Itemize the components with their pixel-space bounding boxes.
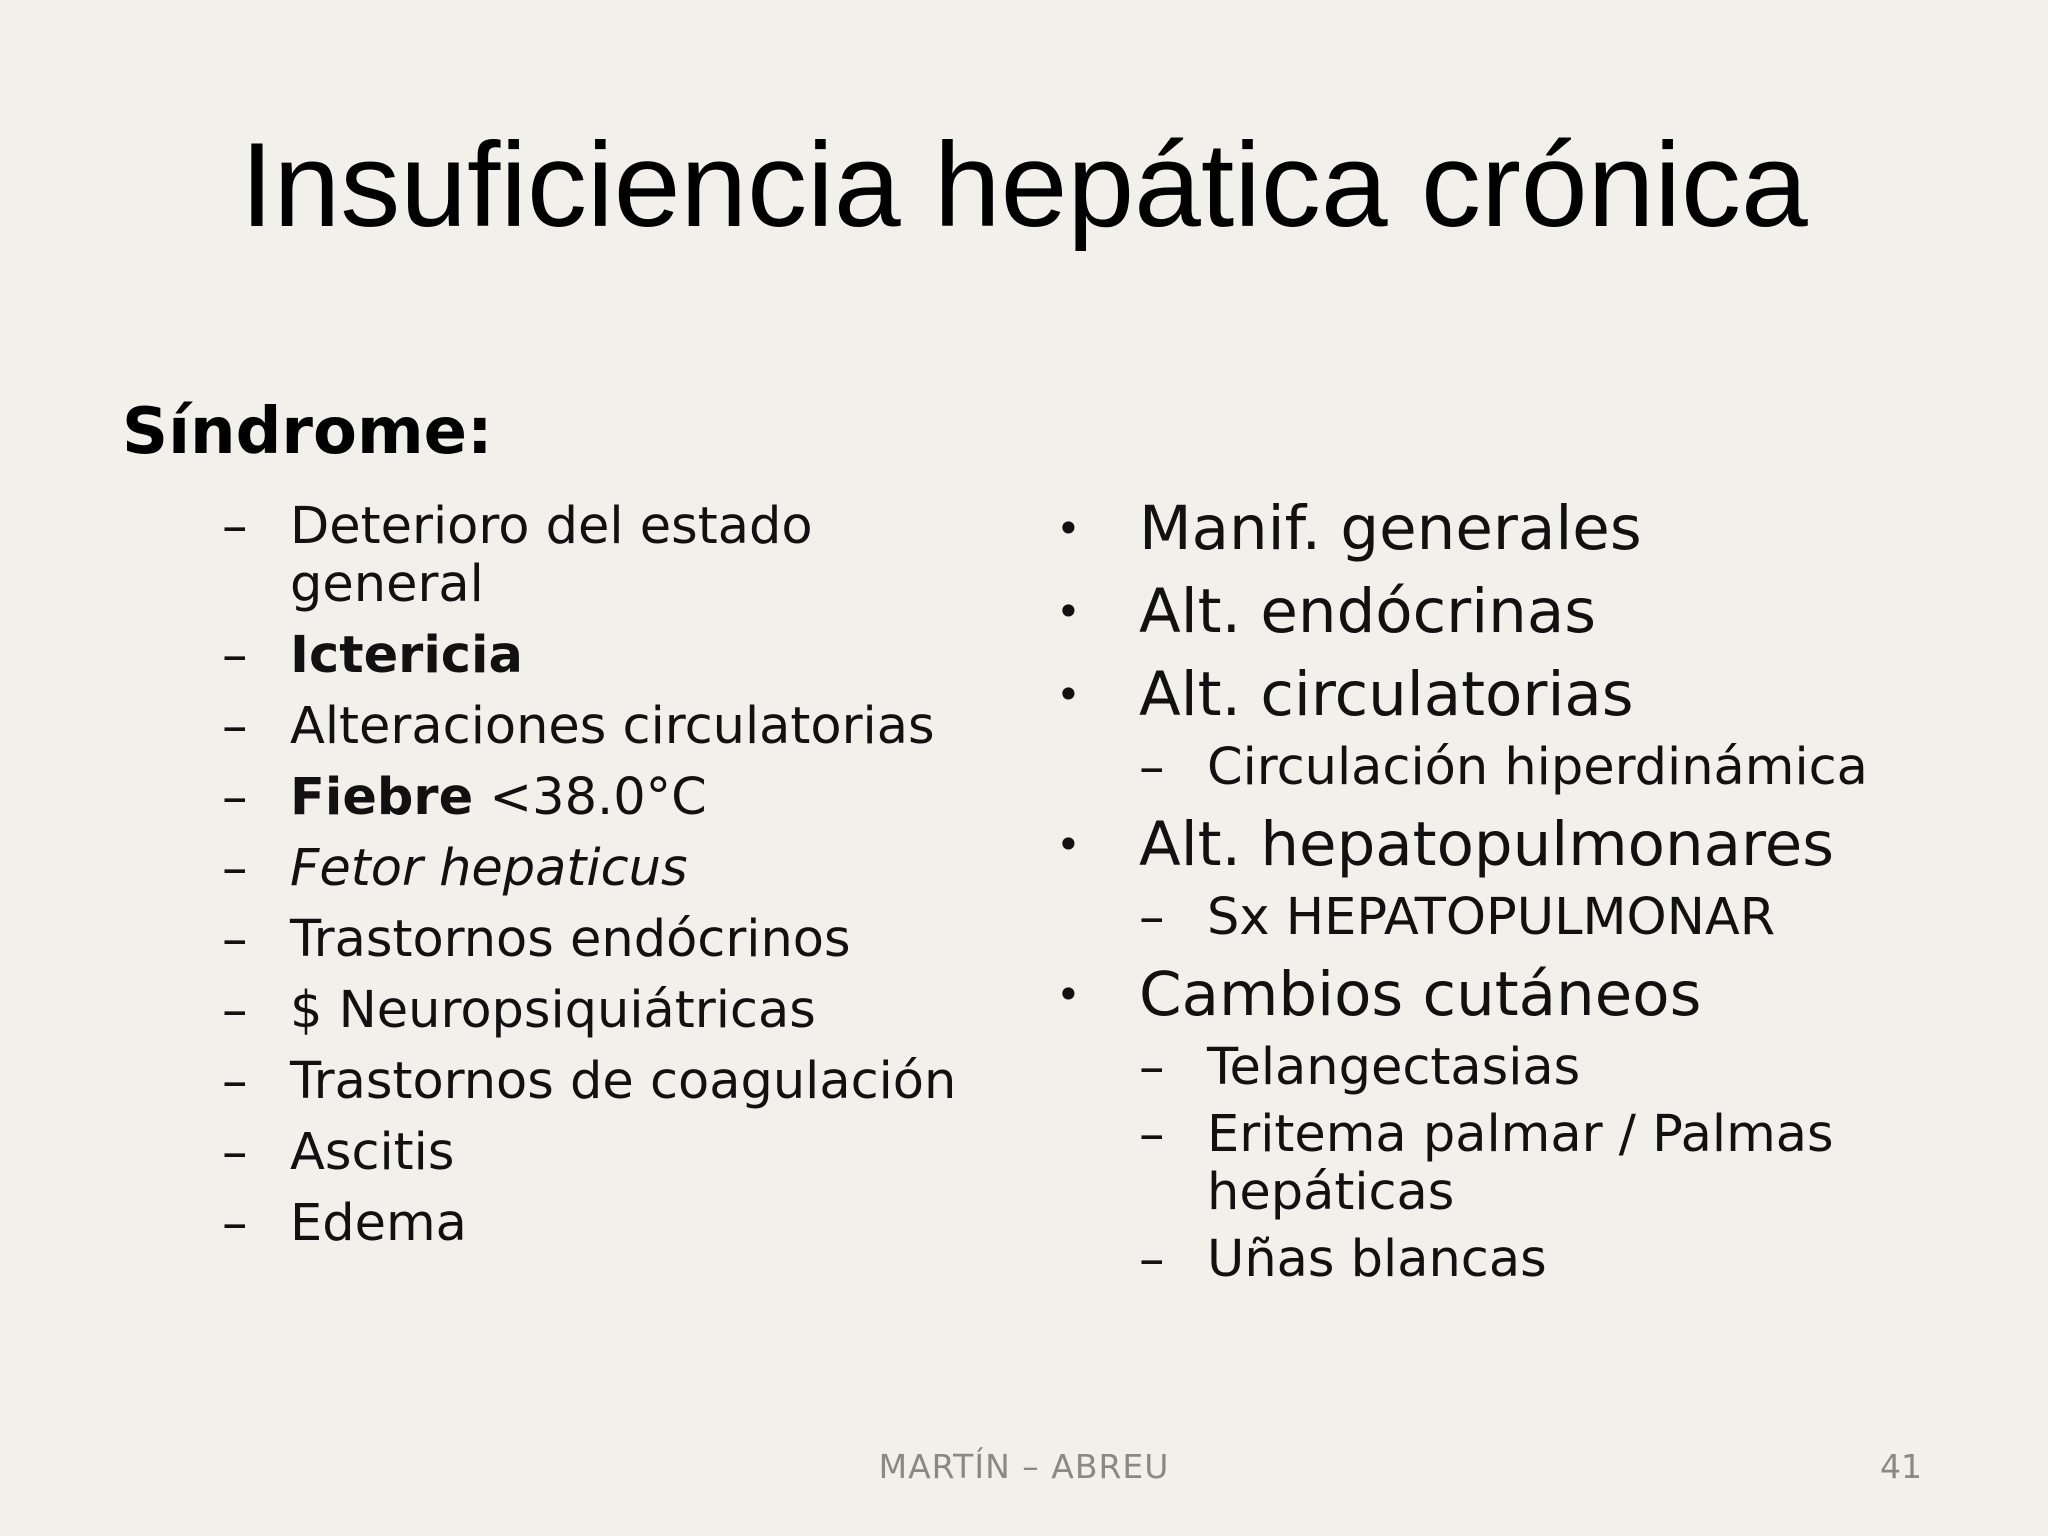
- list-item: [222, 1053, 1002, 1111]
- dash-marker: –: [1139, 1105, 1165, 1164]
- list-item: [222, 1124, 1002, 1182]
- dash-marker: –: [222, 1123, 248, 1182]
- sub-item-text: Sx HEPATOPULMONAR: [1207, 888, 1776, 947]
- dash-marker: –: [222, 1052, 248, 1111]
- list-item-text: Ictericia: [290, 626, 523, 685]
- dash-marker: –: [222, 697, 248, 756]
- bullet-marker: •: [1056, 587, 1081, 636]
- sub-item: [1139, 1106, 2016, 1222]
- bullet-item: [1056, 659, 2016, 731]
- list-item-text: Deterioro del estado general: [290, 497, 813, 614]
- bullet-marker: •: [1056, 820, 1081, 869]
- page-number: 41: [1880, 1447, 1922, 1486]
- slide-title: Insuficiencia hepática crónica: [240, 118, 1808, 252]
- list-item: [222, 911, 1002, 969]
- list-item-text: Fiebre: [290, 768, 474, 827]
- bullet-item: [1056, 493, 2016, 565]
- bullet-item-text: Cambios cutáneos: [1139, 959, 1702, 1030]
- dash-marker: –: [222, 839, 248, 898]
- dash-marker: –: [1139, 888, 1165, 947]
- section-heading: Síndrome:: [122, 395, 493, 469]
- list-item: [222, 840, 1002, 898]
- dash-marker: –: [222, 768, 248, 827]
- bullet-item: [1056, 959, 2016, 1031]
- dash-marker: –: [222, 497, 248, 556]
- sub-item-text: Telangectasias: [1207, 1038, 1581, 1097]
- list-item: [222, 627, 1002, 685]
- bullet-item-text: Manif. generales: [1139, 493, 1642, 564]
- bullet-item-text: Alt. circulatorias: [1139, 659, 1634, 730]
- dash-marker: –: [1139, 1038, 1165, 1097]
- symptom-list-left: [222, 498, 1002, 1266]
- list-item: [222, 498, 1002, 614]
- dash-marker: –: [222, 910, 248, 969]
- bullet-marker: •: [1056, 670, 1081, 719]
- list-item-text: Edema: [290, 1194, 467, 1253]
- list-item-text: Trastornos endócrinos: [290, 910, 851, 969]
- sub-item-text: Uñas blancas: [1207, 1230, 1547, 1289]
- list-item-text: Fetor hepaticus: [290, 839, 688, 898]
- list-item-text: Trastornos de coagulación: [290, 1052, 957, 1111]
- list-item-text: <38.0°C: [473, 768, 707, 827]
- sub-item: [1139, 739, 2016, 797]
- sub-item-text: Circulación hiperdinámica: [1207, 738, 1868, 797]
- sub-item: [1139, 889, 2016, 947]
- bullet-item: [1056, 576, 2016, 648]
- sub-item-text: Eritema palmar / Palmas hepáticas: [1207, 1105, 1834, 1222]
- sub-item: [1139, 1039, 2016, 1097]
- sub-item: [1139, 1231, 2016, 1289]
- dash-marker: –: [1139, 1230, 1165, 1289]
- dash-marker: –: [222, 1194, 248, 1253]
- list-item: [222, 769, 1002, 827]
- manifestations-list-right: [1056, 493, 2016, 1301]
- list-item-text: Ascitis: [290, 1123, 455, 1182]
- list-item-text: Alteraciones circulatorias: [290, 697, 935, 756]
- list-item: [222, 1195, 1002, 1253]
- bullet-marker: •: [1056, 970, 1081, 1019]
- dash-marker: –: [1139, 738, 1165, 797]
- list-item-text: $ Neuropsiquiátricas: [290, 981, 816, 1040]
- bullet-item-text: Alt. hepatopulmonares: [1139, 809, 1835, 880]
- bullet-item-text: Alt. endócrinas: [1139, 576, 1596, 647]
- dash-marker: –: [222, 981, 248, 1040]
- list-item: [222, 698, 1002, 756]
- list-item: [222, 982, 1002, 1040]
- dash-marker: –: [222, 626, 248, 685]
- bullet-marker: •: [1056, 504, 1081, 553]
- footer-author: MARTÍN – ABREU: [878, 1447, 1170, 1486]
- bullet-item: [1056, 809, 2016, 881]
